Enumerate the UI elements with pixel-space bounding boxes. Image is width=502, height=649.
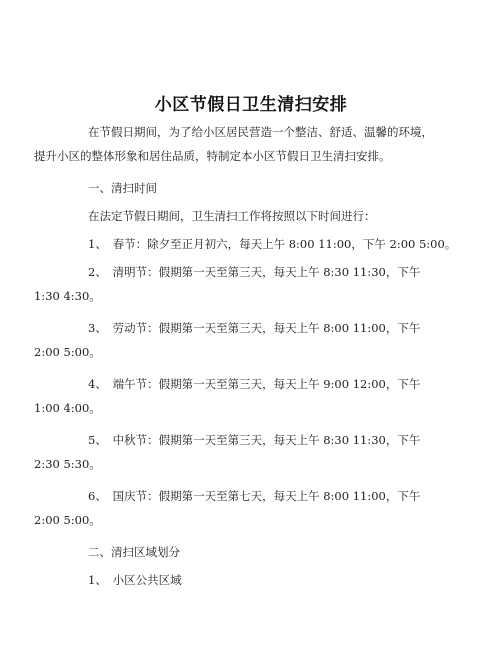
list-item-labor-day-cont: 2:00 5:00。 [34,345,101,359]
list-item-national-day-cont: 2:00 5:00。 [34,513,101,527]
list-item-spring-festival: 1、 春节：除夕至正月初六，每天上午 8:00 11:00，下午 2:00 5:00。 [88,237,457,251]
list-item-mid-autumn: 5、 中秋节：假期第一天至第三天，每天上午 8:30 11:30，下午 [88,433,421,447]
schedule-intro: 在法定节假日期间，卫生清扫工作将按照以下时间进行： [88,209,376,223]
list-item-mid-autumn-cont: 2:30 5:30。 [34,457,101,471]
list-item-qingming-cont: 1:30 4:30。 [34,289,101,303]
intro-paragraph-line-1: 在节假日期间，为了给小区居民营造一个整洁、舒适、温馨的环境， [88,125,433,139]
list-item-dragon-boat-cont: 1:00 4:00。 [34,401,101,415]
section-heading-areas: 二、清扫区域划分 [88,545,180,559]
page-title: 小区节假日卫生清扫安排 [154,95,348,115]
list-item-qingming: 2、 清明节：假期第一天至第三天，每天上午 8:30 11:30，下午 [88,265,421,279]
list-item-labor-day: 3、 劳动节：假期第一天至第三天，每天上午 8:00 11:00，下午 [88,321,421,335]
list-item-public-areas: 1、 小区公共区域 [88,573,182,587]
intro-paragraph-line-2: 提升小区的整体形象和居住品质，特制定本小区节假日卫生清扫安排。 [34,149,391,163]
list-item-dragon-boat: 4、 端午节：假期第一天至第三天，每天上午 9:00 12:00，下午 [88,377,421,391]
list-item-national-day: 6、 国庆节：假期第一天至第七天，每天上午 8:00 11:00，下午 [88,489,421,503]
section-heading-schedule: 一、清扫时间 [88,181,157,195]
